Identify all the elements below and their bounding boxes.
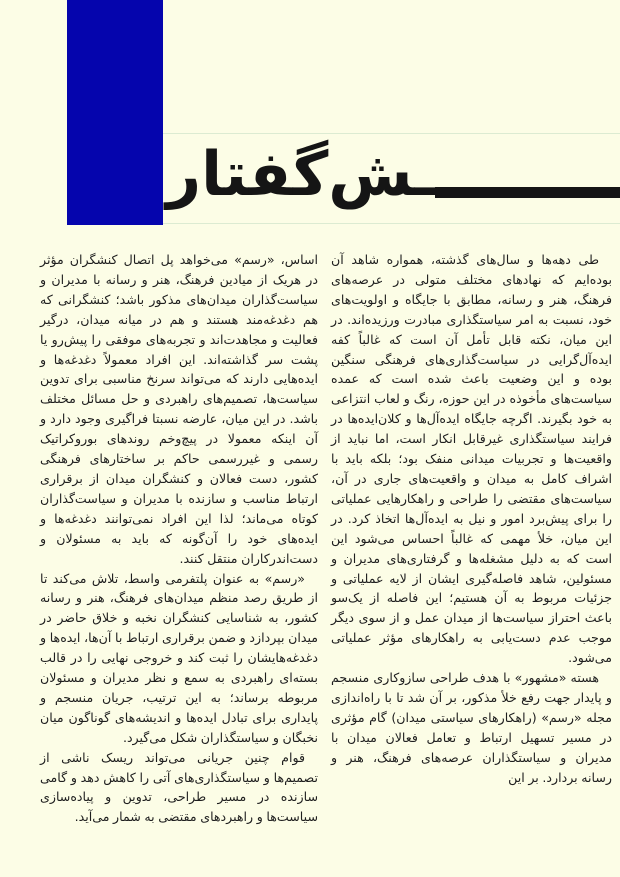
heading-rule-bottom	[163, 223, 620, 224]
paragraph: هسته «مشهور» با هدف طراحی سازوکاری منسجم و پایدار جهت رفع خلأ مذکور، بر آن شد تا با راه‌اندازی مجله «رسم» (راهکارهای سیاستی میدان) گام مؤثری در مسیر تسهیل ارتباط و تعامل فعالان میدان با مدیران و سیاستگذاران عرصه‌های فرهنگ، هنر و رسانه بردارد. بر این	[331, 670, 612, 785]
preface-heading-text: ـش‌گفتار	[166, 139, 436, 210]
text-column-right	[331, 250, 612, 787]
paragraph: «رسم» به عنوان پلتفرمی واسط، تلاش می‌کند تا از طریق رصد منظم میدان‌های فرهنگ، هنر و رسانه کشور، به شناسایی کنشگران نخبه و خلاق حاضر در میدان بپردازد و ضمن برقراری ارتباط با آن‌ها، ایده‌ها و دغدغه‌هایشان را ثبت کند و خروجی نهایی را در قالب بسته‌ای راهبردی به سمع و نظر مدیران و مسئولان مربوطه برساند؛ به این ترتیب، جریان منسجم و پایداری برای تبادل ایده‌ها و اندیشه‌های گوناگون میان نخبگان و سیاستگذاران شکل می‌گیرد.	[40, 570, 318, 745]
paragraph: اساس، «رسم» می‌خواهد پل اتصال کنشگران مؤثر در هریک از میادین فرهنگ، هنر و رسانه با مدیران و سیاست‌گذاران میدان‌های مذکور باشد؛ کنشگرانی که هم دغدغه‌مند هستند و هم در میانه میدان، درگیر فعالیت و مجاهدت‌اند و تجربه‌های موفقی را پیش‌رو یا پشت سر گذاشته‌اند. این افراد معمولاً دغدغه‌ها و ایده‌هایی دارند که می‌تواند سرنخ مناسبی برای تدوین سیاست‌ها، تصمیم‌های راهبردی و حل مسائل مختلف باشد. در این میان، عارضه نسبتا فراگیری وجود دارد و آن اینکه معمولا در پیچ‌وخم روندهای بوروکراتیک رسمی و غیررسمی حاکم بر ساختارهای فرهنگی کشور، دست فعالان و کنشگران میدان از برقراری ارتباط مناسب و سازنده با مدیران و سیاست‌گذاران کوتاه می‌ماند؛ لذا این افراد نمی‌توانند دغدغه‌ها و ایده‌های خود را آن‌گونه که باید به مسئولان و دست‌اندرکاران منتقل کنند.	[40, 252, 318, 566]
blue-accent-block	[67, 0, 163, 225]
preface-heading	[166, 131, 620, 219]
paragraph: طی دهه‌ها و سال‌های گذشته، همواره شاهد آن بوده‌ایم که نهادهای مختلف متولی در عرصه‌های فرهنگ، هنر و رسانه، مطابق با جایگاه و اولویت‌های خود، نسبت به امر سیاستگذاری مبادرت ورزیده‌اند. در این میان، نکته قابل تأمل آن است که غالباً کفه ایده‌آل‌گرایی در سیاست‌گذاری‌های فرهنگی سنگین بوده و این وضعیت باعث شده است که عمده سیاست‌های مأخوذه در این حوزه، رنگ و لعاب انتزاعی به خود بگیرند. اگرچه جایگاه ایده‌آل‌ها و کلان‌ایده‌ها در فرایند سیاستگذاری غیرقابل انکار است، اما نباید از واقعیت‌ها و تجربیات میدانی منفک بود؛ بلکه باید با اشراف کامل به میدان و واقعیت‌های جاری در آن، سیاست‌های مقتضی را طراحی و راهکارهایی عملیاتی را برای پیش‌برد امور و نیل به ایده‌آل‌ها اتخاذ کرد. در این میان، خلأ مهمی که غالباً احساس می‌شود این است که به دلیل مشغله‌ها و گرفتاری‌های مدیران و مسئولین، شاهد فاصله‌گیری ایشان از لایه عملیاتی و جزئیات مربوط به آن هستیم؛ این فاصله از یک‌سو باعث احتراز سیاست‌ها از میدان عمل و از سوی دیگر موجب عدم دست‌یابی به راهکارهای مؤثر عملیاتی می‌شود.	[331, 252, 612, 666]
paragraph: قوام چنین جریانی می‌تواند ریسک ناشی از تصمیم‌ها و سیاستگذاری‌های آتی را کاهش دهد و گامی سازنده در مسیر طراحی، تدوین و پیاده‌سازی سیاست‌ها و راهبردهای مقتضی به شمار می‌آید.	[40, 749, 318, 825]
heading-kashida-rule	[435, 187, 620, 198]
text-column-left	[40, 250, 318, 827]
